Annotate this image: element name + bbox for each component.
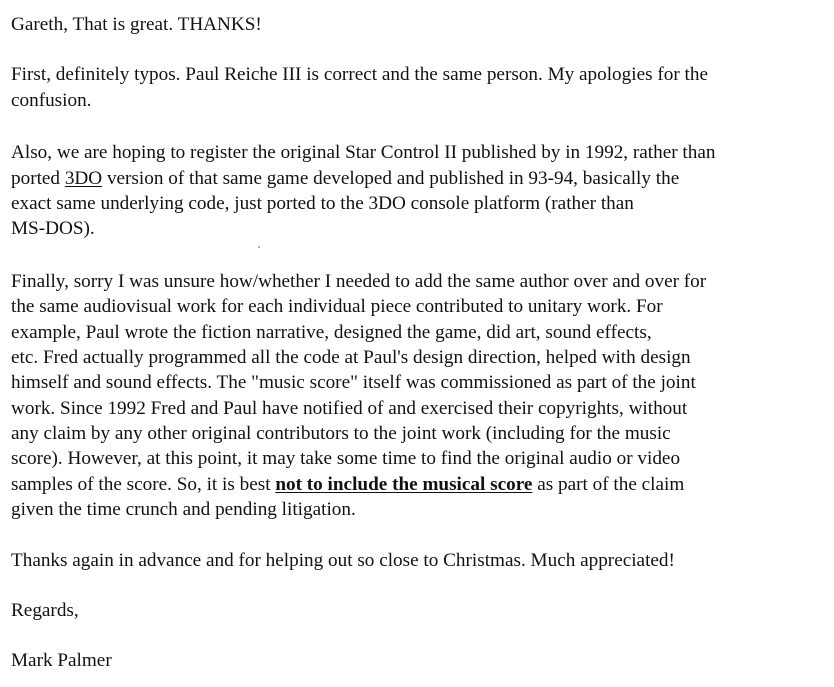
paragraph-line [11, 166, 823, 191]
paragraph-line: himself and sound effects. The "music score" itself was commissioned as part of the joint [11, 372, 696, 394]
paragraph-line: Finally, sorry I was unsure how/whether I needed to add the same author over and over for [11, 270, 707, 292]
text-run: as part of the claim [532, 473, 685, 495]
signature-name: Mark Palmer [11, 650, 112, 672]
scan-speck [258, 246, 260, 248]
paragraph-line: given the time crunch and pending litigation. [11, 499, 356, 521]
paragraph-line: MS-DOS). [11, 218, 95, 240]
paragraph-line: First, definitely typos. Paul Reiche III is correct and the same person. My apologies for the [11, 64, 708, 86]
text-run: version of that same game developed and published in 93-94, basically the [102, 167, 680, 189]
paragraph-line: confusion. [11, 89, 92, 111]
text-run: samples of the score. So, it is best [11, 473, 276, 495]
underlined-3do-term: 3DO [64, 167, 103, 189]
paragraph-line: any claim by any other original contributors to the joint work (including for the music [11, 423, 671, 445]
emphasis-exclusion-text: not to include the musical score [275, 473, 533, 495]
paragraph-registration [11, 140, 823, 242]
greeting-line: Gareth, That is great. THANKS! [11, 14, 262, 35]
paragraph-authorship [11, 269, 823, 523]
paragraph-line: the same audiovisual work for each individual piece contributed to unitary work. For [11, 296, 663, 318]
paragraph-line [11, 472, 823, 497]
paragraph-line: Also, we are hoping to register the original Star Control II published by in 1992, rather than [11, 142, 716, 164]
paragraph-line: score). However, at this point, it may take some time to find the original audio or video [11, 448, 681, 470]
paragraph-line: example, Paul wrote the fiction narrative, designed the game, did art, sound effects, [11, 321, 652, 343]
letter-body [11, 12, 823, 674]
thanks-line: Thanks again in advance and for helping out so close to Christmas. Much appreciated! [11, 549, 675, 571]
text-run: ported [11, 167, 65, 189]
paragraph-line: etc. Fred actually programmed all the code at Paul's design direction, helped with design [11, 346, 691, 368]
paragraph-line: work. Since 1992 Fred and Paul have notified of and exercised their copyrights, without [11, 397, 688, 419]
paragraph-line: exact same underlying code, just ported to the 3DO console platform (rather than [11, 192, 634, 214]
paragraph-typos [11, 62, 823, 113]
closing-line: Regards, [11, 600, 79, 622]
